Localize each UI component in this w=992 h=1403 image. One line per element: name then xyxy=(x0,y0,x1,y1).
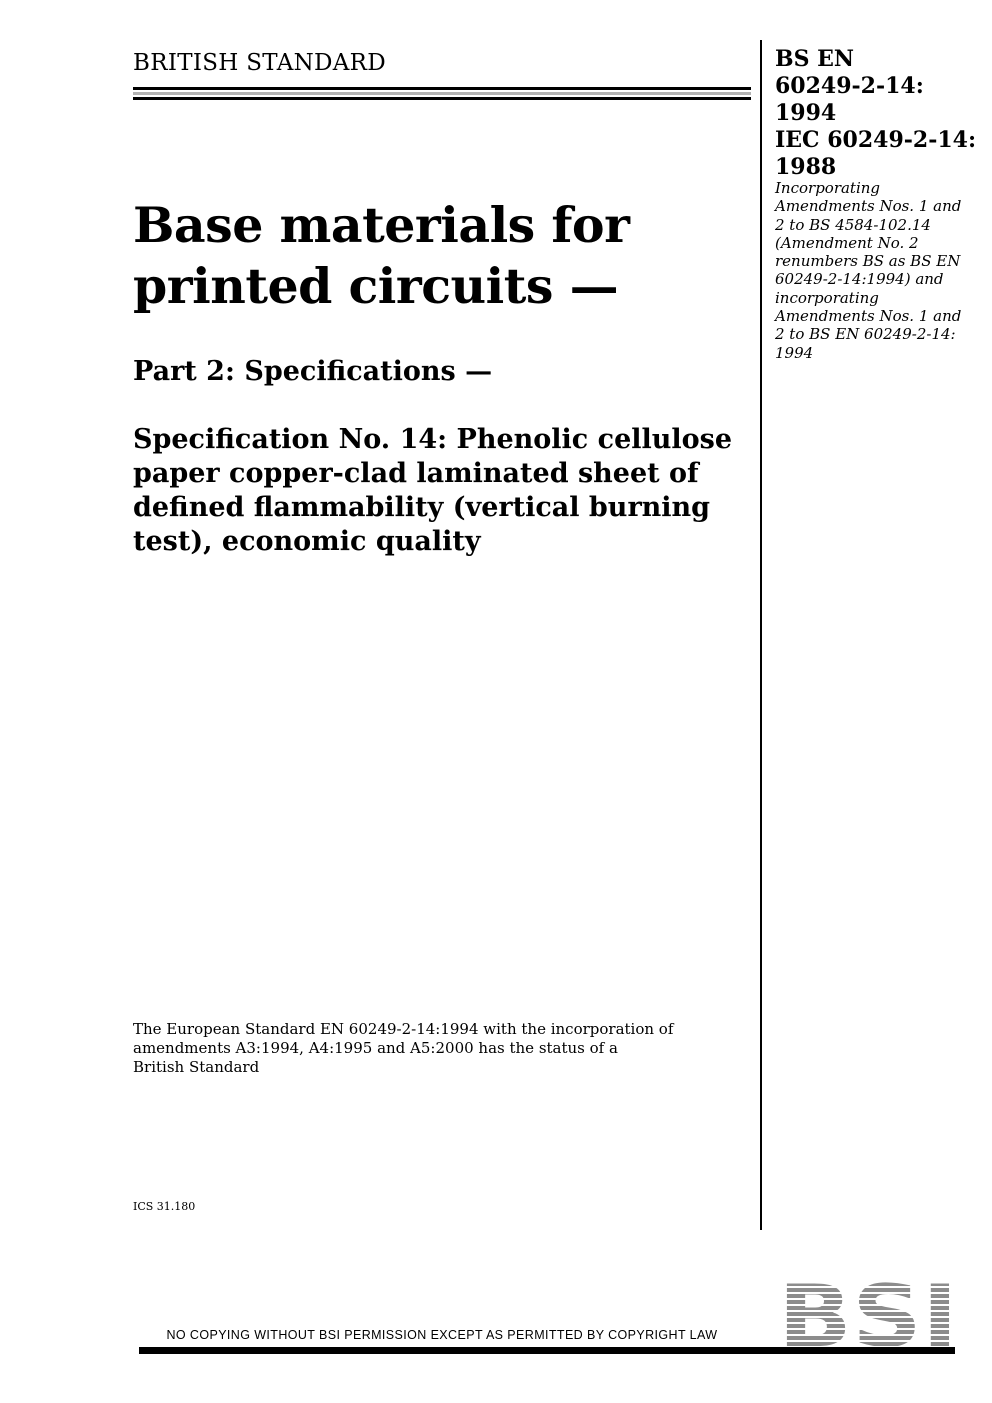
logo-stripe xyxy=(780,1306,956,1310)
spec-line: defined flammability (vertical burning xyxy=(133,492,711,523)
spec-line: test), economic quality xyxy=(133,526,481,557)
designation-line: IEC 60249-2-14: xyxy=(775,127,977,153)
document-title xyxy=(133,195,743,317)
logo-stripe xyxy=(780,1312,956,1316)
bsi-logo xyxy=(780,1276,956,1348)
spec-line: paper copper-clad laminated sheet of xyxy=(133,458,699,489)
logo-stripe xyxy=(780,1324,956,1328)
header-label: BRITISH STANDARD xyxy=(133,50,387,76)
ics-code: ICS 31.180 xyxy=(133,1200,196,1213)
designation-line: 1994 xyxy=(775,100,837,126)
logo-stripe xyxy=(780,1282,956,1286)
designation-line: 1988 xyxy=(775,154,837,180)
designation-line: 60249-2-14: xyxy=(775,73,924,99)
status-line: British Standard xyxy=(133,1058,260,1076)
footer-rule xyxy=(139,1347,955,1354)
logo-stripe xyxy=(780,1318,956,1322)
logo-stripe xyxy=(780,1300,956,1304)
document-subtitle: Part 2: Specifications — xyxy=(133,356,493,387)
logo-stripe xyxy=(780,1288,956,1292)
logo-stripe xyxy=(780,1336,956,1340)
standard-designation xyxy=(775,46,980,181)
status-statement xyxy=(133,1020,693,1077)
designation-line: BS EN xyxy=(775,46,855,72)
spec-line: Specification No. 14: Phenolic cellulose xyxy=(133,424,733,455)
header-rule xyxy=(133,87,751,101)
column-divider xyxy=(760,40,762,1230)
specification-title xyxy=(133,423,753,559)
title-line: Base materials for xyxy=(133,196,630,254)
status-line: amendments A3:1994, A4:1995 and A5:2000 has the status of a xyxy=(133,1039,618,1057)
status-line: The European Standard EN 60249-2-14:1994 with the incorporation of xyxy=(133,1020,674,1038)
title-line: printed circuits — xyxy=(133,257,619,315)
copyright-notice: NO COPYING WITHOUT BSI PERMISSION EXCEPT AS PERMITTED BY COPYRIGHT LAW xyxy=(166,1328,718,1342)
logo-stripe xyxy=(780,1294,956,1298)
logo-stripe xyxy=(780,1276,956,1280)
logo-stripe xyxy=(780,1342,956,1346)
logo-stripe xyxy=(780,1330,956,1334)
amendments-note: Incorporating Amendments Nos. 1 and 2 to BS 4584-102.14 (Amendment No. 2 renumbers BS as BS EN 60249-2-14:1994) and incorporating Amendments Nos. 1 and 2 to BS EN 60249-2-14: 1994 xyxy=(775,179,962,362)
